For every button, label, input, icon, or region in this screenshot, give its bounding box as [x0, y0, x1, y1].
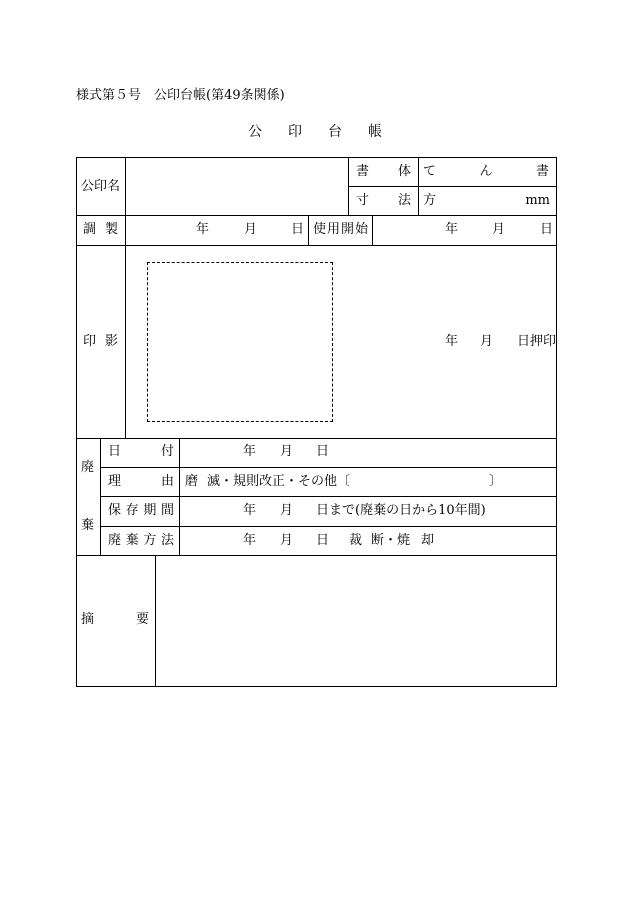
disposal-method-label: 廃 棄 方 法 [108, 533, 174, 548]
dimensions-label: 寸 法 [356, 193, 411, 208]
summary-label: 摘 要 [81, 612, 149, 627]
disposal-label-top: 廃 [81, 460, 95, 475]
form-title: 公 印 台 帳 [248, 124, 382, 140]
impression-label: 印 影 [83, 334, 118, 349]
use-start-label: 使用開始 [313, 222, 370, 237]
summary-field[interactable] [160, 561, 550, 681]
retention-period-label: 保 存 期 間 [108, 503, 174, 518]
font-style-value[interactable]: て ん 書 [423, 164, 549, 179]
dimensions-value[interactable]: 方 mm [423, 193, 550, 208]
disposal-date-label: 日 付 [108, 444, 174, 459]
seal-name-label: 公印名 [81, 179, 121, 194]
disposal-reason-label: 理 由 [108, 474, 174, 489]
made-label: 調 製 [83, 222, 118, 237]
font-style-label: 書 体 [356, 164, 411, 179]
form-number-header: 様式第５号 公印台帳(第49条関係) [76, 88, 285, 103]
seal-impression-box[interactable] [147, 262, 333, 422]
disposal-label-bottom: 棄 [81, 518, 95, 533]
seal-name-field[interactable] [130, 164, 342, 210]
